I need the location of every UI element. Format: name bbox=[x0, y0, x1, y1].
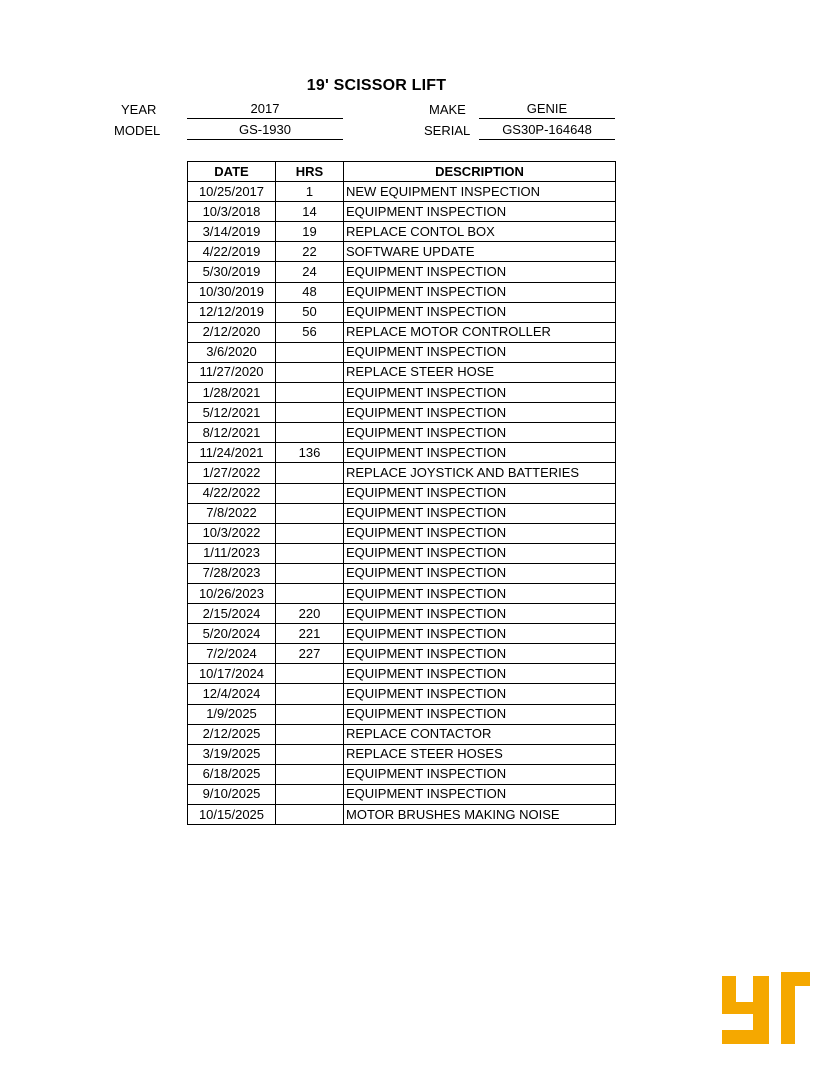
hrs-cell bbox=[276, 342, 344, 362]
description-cell: REPLACE STEER HOSES bbox=[344, 744, 616, 764]
hrs-cell bbox=[276, 664, 344, 684]
logo-stroke-top bbox=[781, 972, 810, 986]
logo-stroke-base bbox=[722, 1030, 769, 1044]
description-cell: REPLACE CONTACTOR bbox=[344, 724, 616, 744]
company-logo-icon bbox=[722, 972, 810, 1044]
hrs-cell bbox=[276, 583, 344, 603]
hrs-cell: 227 bbox=[276, 644, 344, 664]
table-header-row bbox=[188, 162, 616, 182]
table-row bbox=[188, 202, 616, 222]
description-cell: EQUIPMENT INSPECTION bbox=[344, 583, 616, 603]
logo-stroke-left bbox=[722, 976, 736, 1002]
hrs-cell bbox=[276, 403, 344, 423]
hrs-cell bbox=[276, 563, 344, 583]
date-cell: 12/12/2019 bbox=[188, 302, 276, 322]
description-cell: EQUIPMENT INSPECTION bbox=[344, 383, 616, 403]
hrs-cell bbox=[276, 764, 344, 784]
table-row bbox=[188, 242, 616, 262]
table-row bbox=[188, 704, 616, 724]
description-cell: EQUIPMENT INSPECTION bbox=[344, 282, 616, 302]
description-cell: MOTOR BRUSHES MAKING NOISE bbox=[344, 805, 616, 825]
hrs-cell bbox=[276, 383, 344, 403]
date-cell: 7/28/2023 bbox=[188, 563, 276, 583]
date-cell: 2/15/2024 bbox=[188, 604, 276, 624]
table-row bbox=[188, 724, 616, 744]
hrs-cell bbox=[276, 543, 344, 563]
hrs-cell bbox=[276, 724, 344, 744]
date-cell: 11/27/2020 bbox=[188, 362, 276, 382]
table-row bbox=[188, 503, 616, 523]
description-cell: EQUIPMENT INSPECTION bbox=[344, 503, 616, 523]
hrs-cell: 19 bbox=[276, 222, 344, 242]
table-row bbox=[188, 262, 616, 282]
date-cell: 2/12/2020 bbox=[188, 322, 276, 342]
table-row bbox=[188, 282, 616, 302]
hrs-cell: 24 bbox=[276, 262, 344, 282]
description-cell: EQUIPMENT INSPECTION bbox=[344, 443, 616, 463]
table-row bbox=[188, 523, 616, 543]
hrs-cell bbox=[276, 744, 344, 764]
serial-label: SERIAL bbox=[424, 123, 471, 138]
description-cell: EQUIPMENT INSPECTION bbox=[344, 784, 616, 804]
description-cell: EQUIPMENT INSPECTION bbox=[344, 302, 616, 322]
date-cell: 7/8/2022 bbox=[188, 503, 276, 523]
table-row bbox=[188, 764, 616, 784]
table-row bbox=[188, 684, 616, 704]
hrs-cell: 56 bbox=[276, 322, 344, 342]
description-cell: EQUIPMENT INSPECTION bbox=[344, 483, 616, 503]
date-cell: 3/19/2025 bbox=[188, 744, 276, 764]
table-row bbox=[188, 222, 616, 242]
date-cell: 5/30/2019 bbox=[188, 262, 276, 282]
description-cell: EQUIPMENT INSPECTION bbox=[344, 664, 616, 684]
hrs-cell bbox=[276, 805, 344, 825]
description-cell: EQUIPMENT INSPECTION bbox=[344, 684, 616, 704]
table-row bbox=[188, 362, 616, 382]
table-row bbox=[188, 624, 616, 644]
table-row bbox=[188, 443, 616, 463]
date-cell: 11/24/2021 bbox=[188, 443, 276, 463]
description-cell: EQUIPMENT INSPECTION bbox=[344, 604, 616, 624]
table-row bbox=[188, 604, 616, 624]
make-value: GENIE bbox=[479, 100, 615, 119]
date-cell: 6/18/2025 bbox=[188, 764, 276, 784]
hrs-cell bbox=[276, 463, 344, 483]
logo-stroke-right bbox=[781, 976, 795, 1044]
hrs-cell bbox=[276, 784, 344, 804]
hrs-cell bbox=[276, 423, 344, 443]
table-row bbox=[188, 805, 616, 825]
date-cell: 5/12/2021 bbox=[188, 403, 276, 423]
table-row bbox=[188, 784, 616, 804]
date-cell: 10/25/2017 bbox=[188, 182, 276, 202]
description-cell: REPLACE JOYSTICK AND BATTERIES bbox=[344, 463, 616, 483]
hrs-column-header: HRS bbox=[276, 162, 344, 182]
hrs-cell: 22 bbox=[276, 242, 344, 262]
description-cell: EQUIPMENT INSPECTION bbox=[344, 202, 616, 222]
date-cell: 2/12/2025 bbox=[188, 724, 276, 744]
date-cell: 10/17/2024 bbox=[188, 664, 276, 684]
date-cell: 3/14/2019 bbox=[188, 222, 276, 242]
maintenance-log-table bbox=[187, 161, 616, 825]
description-cell: EQUIPMENT INSPECTION bbox=[344, 543, 616, 563]
table-row bbox=[188, 543, 616, 563]
hrs-cell bbox=[276, 483, 344, 503]
year-label: YEAR bbox=[121, 102, 157, 117]
table-row bbox=[188, 644, 616, 664]
make-label: MAKE bbox=[429, 102, 466, 117]
table-row bbox=[188, 463, 616, 483]
description-cell: EQUIPMENT INSPECTION bbox=[344, 262, 616, 282]
serial-value: GS30P-164648 bbox=[479, 121, 615, 140]
hrs-cell: 14 bbox=[276, 202, 344, 222]
hrs-cell bbox=[276, 503, 344, 523]
model-label: MODEL bbox=[114, 123, 161, 138]
hrs-cell: 220 bbox=[276, 604, 344, 624]
date-cell: 10/26/2023 bbox=[188, 583, 276, 603]
date-cell: 4/22/2019 bbox=[188, 242, 276, 262]
hrs-cell: 1 bbox=[276, 182, 344, 202]
hrs-cell bbox=[276, 704, 344, 724]
model-value: GS-1930 bbox=[187, 121, 343, 140]
description-cell: EQUIPMENT INSPECTION bbox=[344, 423, 616, 443]
date-cell: 8/12/2021 bbox=[188, 423, 276, 443]
table-row bbox=[188, 483, 616, 503]
date-cell: 10/15/2025 bbox=[188, 805, 276, 825]
table-row bbox=[188, 583, 616, 603]
hrs-cell: 50 bbox=[276, 302, 344, 322]
hrs-cell: 221 bbox=[276, 624, 344, 644]
table-row bbox=[188, 744, 616, 764]
date-cell: 4/22/2022 bbox=[188, 483, 276, 503]
description-cell: NEW EQUIPMENT INSPECTION bbox=[344, 182, 616, 202]
year-value: 2017 bbox=[187, 100, 343, 119]
date-cell: 1/9/2025 bbox=[188, 704, 276, 724]
table-row bbox=[188, 342, 616, 362]
hrs-cell bbox=[276, 523, 344, 543]
description-cell: SOFTWARE UPDATE bbox=[344, 242, 616, 262]
table-row bbox=[188, 423, 616, 443]
date-cell: 10/3/2022 bbox=[188, 523, 276, 543]
description-cell: EQUIPMENT INSPECTION bbox=[344, 624, 616, 644]
date-cell: 9/10/2025 bbox=[188, 784, 276, 804]
table-row bbox=[188, 302, 616, 322]
table-row bbox=[188, 322, 616, 342]
date-cell: 10/3/2018 bbox=[188, 202, 276, 222]
table-row bbox=[188, 182, 616, 202]
hrs-cell: 136 bbox=[276, 443, 344, 463]
hrs-cell: 48 bbox=[276, 282, 344, 302]
date-cell: 1/28/2021 bbox=[188, 383, 276, 403]
table-row bbox=[188, 664, 616, 684]
date-cell: 1/27/2022 bbox=[188, 463, 276, 483]
table-row bbox=[188, 383, 616, 403]
description-cell: EQUIPMENT INSPECTION bbox=[344, 523, 616, 543]
date-cell: 3/6/2020 bbox=[188, 342, 276, 362]
hrs-cell bbox=[276, 684, 344, 704]
description-cell: EQUIPMENT INSPECTION bbox=[344, 403, 616, 423]
description-cell: EQUIPMENT INSPECTION bbox=[344, 704, 616, 724]
date-cell: 12/4/2024 bbox=[188, 684, 276, 704]
table-row bbox=[188, 563, 616, 583]
description-cell: EQUIPMENT INSPECTION bbox=[344, 644, 616, 664]
hrs-cell bbox=[276, 362, 344, 382]
description-cell: EQUIPMENT INSPECTION bbox=[344, 563, 616, 583]
page-title: 19' SCISSOR LIFT bbox=[306, 77, 447, 94]
date-column-header: DATE bbox=[188, 162, 276, 182]
table-row bbox=[188, 403, 616, 423]
description-column-header: DESCRIPTION bbox=[344, 162, 616, 182]
description-cell: REPLACE CONTOL BOX bbox=[344, 222, 616, 242]
date-cell: 1/11/2023 bbox=[188, 543, 276, 563]
date-cell: 7/2/2024 bbox=[188, 644, 276, 664]
date-cell: 5/20/2024 bbox=[188, 624, 276, 644]
description-cell: EQUIPMENT INSPECTION bbox=[344, 342, 616, 362]
date-cell: 10/30/2019 bbox=[188, 282, 276, 302]
description-cell: EQUIPMENT INSPECTION bbox=[344, 764, 616, 784]
description-cell: REPLACE STEER HOSE bbox=[344, 362, 616, 382]
description-cell: REPLACE MOTOR CONTROLLER bbox=[344, 322, 616, 342]
